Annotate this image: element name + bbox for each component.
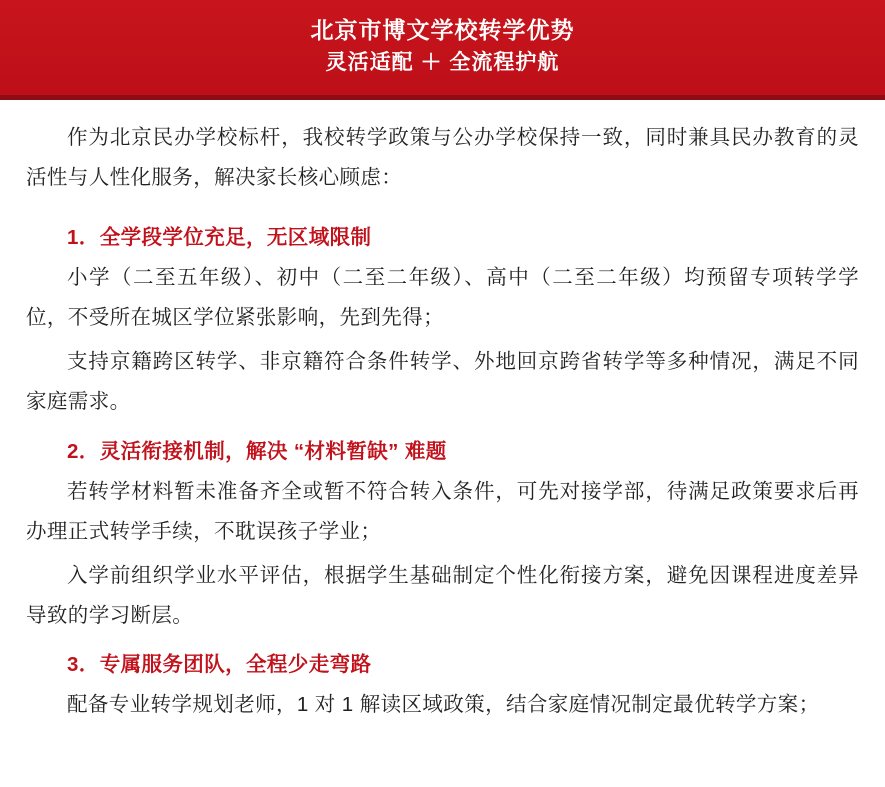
section-heading-3: 3．专属服务团队，全程少走弯路 [67, 653, 372, 677]
section-1-paragraph-1: 小学（二至五年级）、初中（二至二年级）、高中（二至二年级）均预留专项转学学位，不受所在城区学位紧张影响，先到先得； [26, 265, 859, 329]
section-2-paragraph-1: 若转学材料暂未准备齐全或暂不符合转入条件，可先对接学部，待满足政策要求后再办理正式转学手续，不耽误孩子学业； [26, 479, 859, 543]
document-body [0, 100, 885, 726]
intro-paragraph: 作为北京民办学校标杆，我校转学政策与公办学校保持一致，同时兼具民办教育的灵活性与人性化服务，解决家长核心顾虑： [26, 125, 859, 189]
section-heading-1: 1．全学段学位充足，无区域限制 [67, 225, 372, 249]
header-banner [0, 0, 885, 95]
section-2-paragraph-2: 入学前组织学业水平评估，根据学生基础制定个性化衔接方案，避免因课程进度差异导致的学习断层。 [26, 563, 859, 627]
section-heading-2: 2．灵活衔接机制，解决 “材料暂缺” 难题 [67, 439, 447, 463]
banner-title-line1: 北京市博文学校转学优势 [310, 17, 575, 43]
spacer [26, 202, 859, 208]
section-1-paragraph-2: 支持京籍跨区转学、非京籍符合条件转学、外地回京跨省转学等多种情况，满足不同家庭需求。 [26, 349, 859, 413]
banner-title-line2: 灵活适配 ＋ 全流程护航 [325, 51, 560, 75]
section-3-paragraph-1: 配备专业转学规划老师，1 对 1 解读区域政策，结合家庭情况制定最优转学方案； [67, 693, 820, 717]
